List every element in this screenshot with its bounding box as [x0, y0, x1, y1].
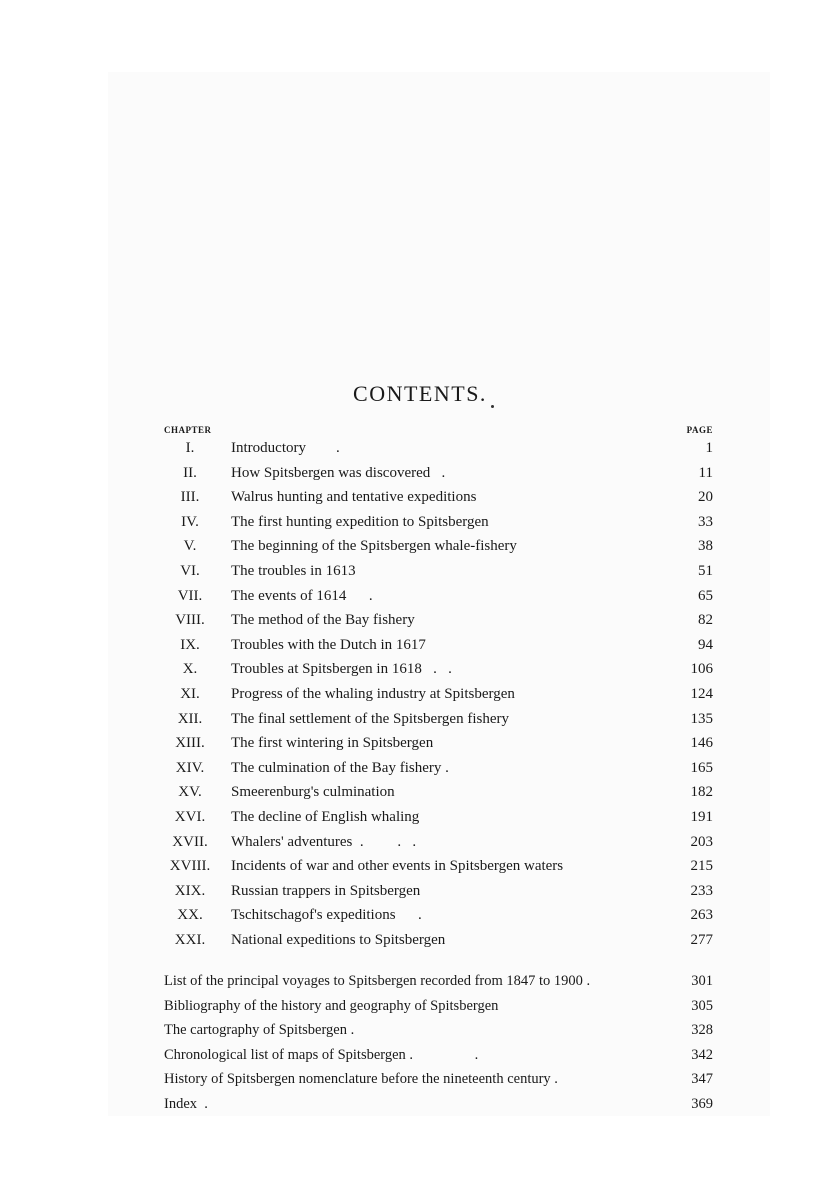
chapter-column-header: CHAPTER	[164, 425, 212, 435]
chapter-title: Troubles with the Dutch in 1617	[231, 636, 426, 653]
chapter-number: XII.	[177, 710, 203, 727]
appendix-title: History of Spitsbergen nomenclature before the nineteenth century .	[164, 1071, 558, 1088]
toc-chapter-row	[0, 903, 840, 927]
page-number: 33	[698, 513, 713, 530]
toc-appendix-row	[0, 969, 840, 993]
toc-chapter-row	[0, 657, 840, 681]
toc-chapter-row	[0, 584, 840, 608]
toc-chapter-row	[0, 534, 840, 558]
chapter-number: XIII.	[175, 735, 205, 752]
toc-appendix-row	[0, 1092, 840, 1116]
chapter-number: III.	[180, 489, 200, 506]
appendix-title: List of the principal voyages to Spitsbergen recorded from 1847 to 1900 .	[164, 973, 591, 989]
chapter-number: IX.	[180, 636, 200, 653]
toc-appendix-row	[0, 994, 840, 1018]
appendix-title: Bibliography of the history and geography of Spitsbergen	[164, 997, 499, 1014]
page-number: 106	[690, 661, 713, 678]
toc-chapter-row	[0, 731, 840, 755]
chapter-title: How Spitsbergen was discovered .	[231, 464, 446, 481]
chapter-number: IV.	[181, 513, 199, 530]
page-number: 11	[698, 464, 713, 481]
toc-chapter-row	[0, 633, 840, 657]
page-number: 124	[690, 686, 713, 702]
page-number: 347	[691, 1071, 713, 1088]
toc-chapter-row	[0, 682, 840, 706]
toc-chapter-row	[0, 608, 840, 632]
page-number: 165	[690, 759, 713, 776]
page-number: 191	[690, 809, 713, 825]
appendix-title: The cartography of Spitsbergen .	[164, 1022, 355, 1039]
toc-chapter-row	[0, 879, 840, 903]
toc-chapter-row	[0, 485, 840, 509]
chapter-number: XVIII.	[169, 858, 211, 875]
page-number: 38	[698, 538, 713, 555]
toc-chapter-row	[0, 510, 840, 534]
page-number: 233	[690, 882, 713, 899]
chapter-number: VI.	[180, 563, 200, 579]
page-number: 342	[691, 1046, 713, 1063]
toc-chapter-row	[0, 830, 840, 854]
chapter-title: Troubles at Spitsbergen in 1618 . .	[231, 661, 452, 678]
chapter-title: Walrus hunting and tentative expeditions	[231, 489, 477, 506]
chapter-number: XX.	[177, 907, 203, 924]
toc-chapter-row	[0, 780, 840, 804]
toc-chapter-row	[0, 854, 840, 878]
chapter-number: XIV.	[175, 759, 205, 776]
chapter-number: XVII.	[172, 833, 208, 850]
chapter-title: Progress of the whaling industry at Spitsbergen	[231, 686, 515, 702]
toc-chapter-row	[0, 436, 840, 460]
chapter-number: XVI.	[174, 809, 206, 825]
chapter-number: VIII.	[175, 612, 205, 629]
toc-chapter-row	[0, 928, 840, 952]
chapter-title: Introductory .	[231, 440, 340, 456]
page-number: 277	[690, 932, 713, 948]
page-number: 135	[690, 710, 713, 727]
page-column-header: PAGE	[686, 425, 713, 435]
chapter-title: The beginning of the Spitsbergen whale-fishery	[231, 538, 517, 555]
title-ornament-dot	[491, 405, 494, 408]
chapter-number: XV.	[178, 784, 202, 801]
chapter-title: The first hunting expedition to Spitsbergen	[231, 513, 489, 530]
chapter-number: V.	[183, 538, 197, 555]
chapter-number: X.	[182, 661, 198, 678]
page-number: 182	[690, 784, 713, 801]
page-number: 1	[705, 440, 713, 456]
page-number: 301	[691, 973, 713, 989]
toc-appendix-row	[0, 1043, 840, 1067]
chapter-title: National expeditions to Spitsbergen	[231, 932, 446, 948]
chapter-title: The first wintering in Spitsbergen	[231, 735, 434, 752]
chapter-number: I.	[185, 440, 195, 456]
page-number: 82	[698, 612, 713, 629]
chapter-title: Russian trappers in Spitsbergen	[231, 882, 421, 899]
page-number: 305	[691, 997, 713, 1014]
page-number: 94	[698, 636, 713, 653]
chapter-title: The culmination of the Bay fishery .	[231, 759, 449, 776]
page-number: 51	[698, 563, 713, 579]
toc-chapter-row	[0, 461, 840, 485]
chapter-number: II.	[183, 464, 197, 481]
toc-chapter-row	[0, 756, 840, 780]
appendix-title: Index .	[164, 1096, 208, 1112]
toc-appendix-row	[0, 1018, 840, 1042]
page-number: 369	[691, 1096, 713, 1112]
page-number: 263	[690, 907, 713, 924]
chapter-title: Whalers' adventures . . .	[231, 833, 417, 850]
page-number: 20	[698, 489, 713, 506]
chapter-title: Tschitschagof's expeditions .	[231, 907, 422, 924]
page-number: 146	[690, 735, 713, 752]
toc-chapter-row	[0, 805, 840, 829]
chapter-number: XXI.	[174, 932, 206, 948]
toc-appendix-row	[0, 1067, 840, 1091]
chapter-title: The final settlement of the Spitsbergen fishery	[231, 710, 509, 727]
chapter-number: VII.	[177, 587, 203, 604]
page-number: 215	[690, 858, 713, 875]
chapter-title: The troubles in 1613	[231, 563, 356, 579]
page-number: 203	[690, 833, 713, 850]
chapter-title: Smeerenburg's culmination	[231, 784, 395, 801]
page-number: 328	[691, 1022, 713, 1039]
chapter-title: The method of the Bay fishery	[231, 612, 415, 629]
chapter-title: The decline of English whaling	[231, 809, 420, 825]
appendix-title: Chronological list of maps of Spitsbergen . .	[164, 1046, 479, 1063]
toc-chapter-row	[0, 559, 840, 583]
page-title: CONTENTS.	[353, 381, 487, 406]
chapter-number: XIX.	[174, 882, 206, 899]
chapter-title: Incidents of war and other events in Spitsbergen waters	[231, 858, 564, 875]
chapter-number: XI.	[180, 686, 200, 702]
toc-chapter-row	[0, 707, 840, 731]
page-number: 65	[698, 587, 713, 604]
chapter-title: The events of 1614 .	[231, 587, 373, 604]
